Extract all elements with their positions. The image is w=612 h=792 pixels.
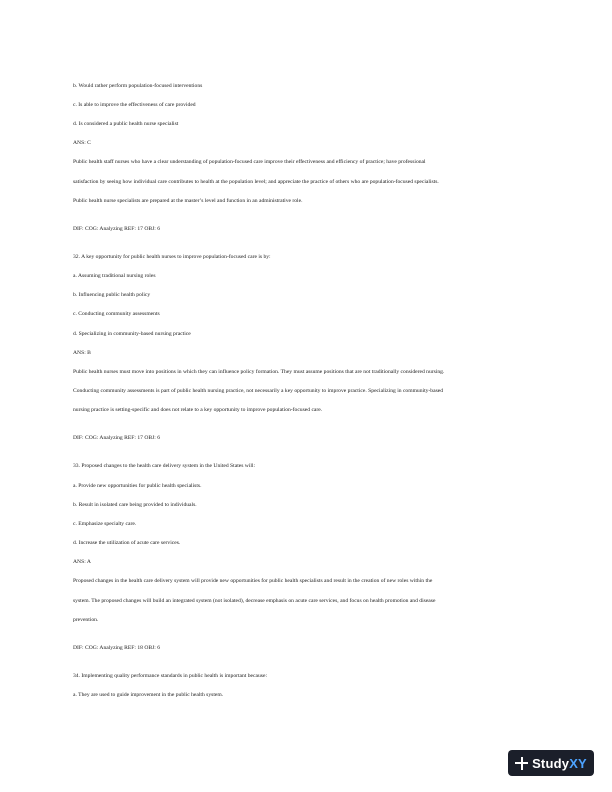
question-stem: 32. A key opportunity for public health nurses to improve population-focused care is by: <box>73 254 271 260</box>
answer-option: d. Increase the utilization of acute care services. <box>73 540 181 546</box>
question-meta: DIF: COG: Analyzing REF: 17 OBJ: 6 <box>73 435 161 441</box>
answer-key: ANS: A <box>73 559 91 565</box>
answer-option: c. Conducting community assessments <box>73 311 160 317</box>
rationale-text: Public health nurses must move into positions in which they can influence policy formation. They must assume positions that are not traditionally considered nursing. <box>73 369 445 375</box>
answer-option: b. Result in isolated care being provided to individuals. <box>73 502 197 508</box>
rationale-text: Proposed changes in the health care delivery system will provide new opportunities for public health specialists and result in the creation of new roles within the <box>73 578 433 584</box>
answer-option: b. Would rather perform population-focused interventions <box>73 83 203 89</box>
answer-option: a. Assuming traditional nursing roles <box>73 273 156 279</box>
question-stem: 34. Implementing quality performance standards in public health is important because: <box>73 673 268 679</box>
answer-option: a. They are used to guide improvement in the public health system. <box>73 692 224 698</box>
rationale-text: Conducting community assessments is part of public health nursing practice, not necessarily a key opportunity to improve practice. Specializing in community-based <box>73 388 444 394</box>
studyxy-badge[interactable] <box>508 750 594 776</box>
answer-option: b. Influencing public health policy <box>73 292 151 298</box>
answer-option: d. Is considered a public health nurse specialist <box>73 121 179 127</box>
rationale-text: Public health staff nurses who have a clear understanding of population-focused care improve their effectiveness and efficiency of practice; have professional <box>73 159 426 165</box>
question-meta: DIF: COG: Analyzing REF: 18 OBJ: 6 <box>73 645 161 651</box>
plus-icon <box>515 757 528 770</box>
brand-name-accent: XY <box>569 755 587 771</box>
answer-option: d. Specializing in community-based nursing practice <box>73 331 191 337</box>
question-stem: 33. Proposed changes to the health care delivery system in the United States will: <box>73 463 256 469</box>
brand-name-main: Study <box>532 755 570 771</box>
answer-option: c. Is able to improve the effectiveness of care provided <box>73 102 196 108</box>
rationale-text: nursing practice is setting-specific and does not relate to a key opportunity to improve population-focused care. <box>73 407 323 413</box>
answer-option: c. Emphasize specialty care. <box>73 521 137 527</box>
rationale-text: Public health nurse specialists are prepared at the master’s level and function in an administrative role. <box>73 198 303 204</box>
rationale-text: prevention. <box>73 617 99 623</box>
answer-key: ANS: C <box>73 140 91 146</box>
answer-key: ANS: B <box>73 350 91 356</box>
rationale-text: system. The proposed changes will build an integrated system (not isolated), decrease emphasis on acute care services, and focus on health promotion and disease <box>73 598 436 604</box>
question-meta: DIF: COG: Analyzing REF: 17 OBJ: 6 <box>73 226 161 232</box>
answer-option: a. Provide new opportunities for public health specialists. <box>73 483 202 489</box>
brand-name <box>532 756 587 771</box>
rationale-text: satisfaction by seeing how individual care contributes to health at the population level; and appreciate the practice of others who are population-focused specialists. <box>73 179 439 185</box>
